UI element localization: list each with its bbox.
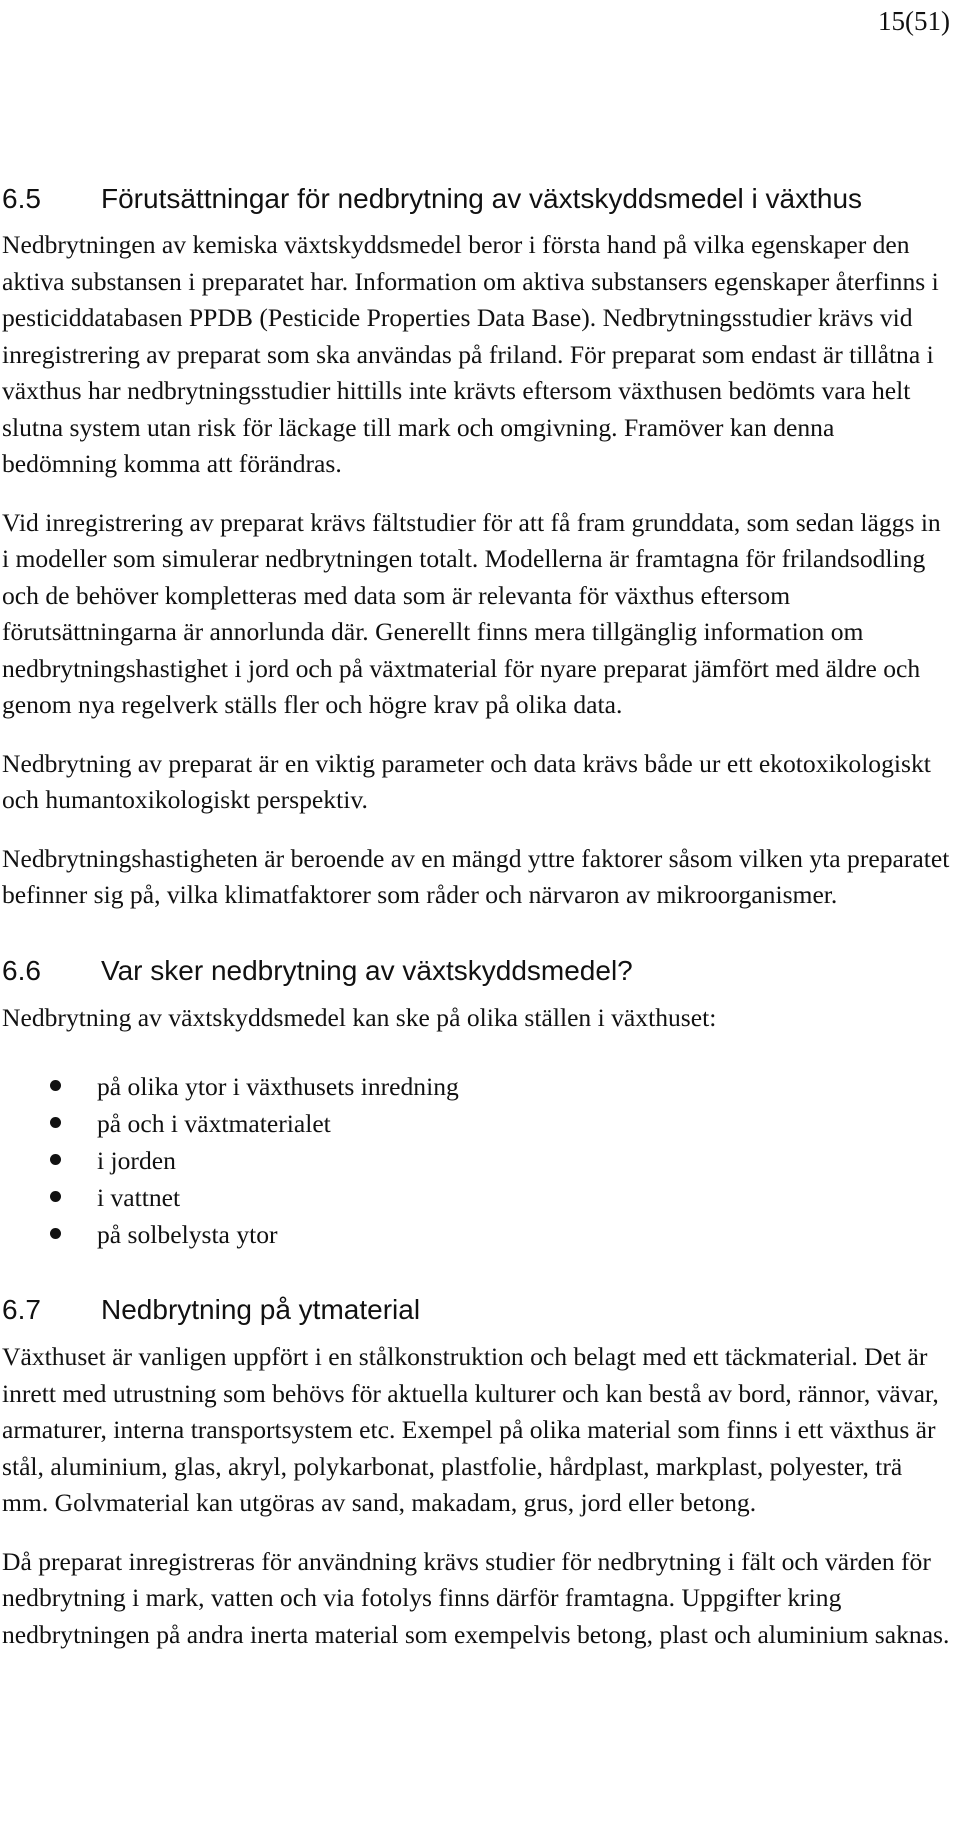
section-heading-6-6 [2,954,954,988]
section-title: Nedbrytning på ytmaterial [101,1294,421,1325]
bullet-icon [50,1117,61,1128]
bullet-icon [50,1191,61,1202]
list-item-text: på olika ytor i växthusets inredning [97,1072,459,1101]
section-number: 6.7 [2,1294,41,1325]
list-item [2,1216,954,1253]
page-number: 15(51) [878,6,950,36]
paragraph-6-5-4: Nedbrytningshastigheten är beroende av en mängd yttre faktorer såsom vilken yta preparatet befinner sig på, vilka klimatfaktorer som råder och närvaron av mikroorganismer. [2,843,950,909]
bullet-list [2,1068,954,1253]
list-item [2,1105,954,1142]
paragraph-6-7-1: Växthuset är vanligen uppfört i en stålkonstruktion och belagt med ett täckmaterial. Det är inrett med utrustning som behövs för aktuella kulturer och kan bestå av bord, rännor, vävar, armaturer, interna transportsystem etc. Exempel på olika material som finns i ett växthus är stål, aluminium, glas, akryl, polykarbonat, plastfolie, hårdplast, markplast, polyester, trä mm. Golvmaterial kan utgöras av sand, makadam, grus, jord eller betong. [2,1342,939,1517]
section-heading-6-5 [2,182,954,216]
bullet-icon [50,1154,61,1165]
section-title: Var sker nedbrytning av växtskyddsmedel? [101,954,633,986]
section-number: 6.6 [2,954,41,986]
paragraph-6-5-1: Nedbrytningen av kemiska växtskyddsmedel beror i första hand på vilka egenskaper den aktiva substansen i preparatet har. Information om aktiva substansers egenskaper återfinns i pesticiddatabasen PPDB (Pesticide Properties Data Base). Nedbrytningsstudier krävs vid inregistrering av preparat som ska användas på friland. För preparat som endast är tillåtna i växthus har nedbrytningsstudier hittills inte krävts eftersom växthusen bedömts vara helt slutna system utan risk för läckage till mark och omgivning. Framöver kan denna bedömning komma att förändras. [2,230,939,478]
bullet-icon [50,1228,61,1239]
list-item [2,1068,954,1105]
list-item-text: på och i växtmaterialet [97,1109,331,1138]
paragraph-6-5-2: Vid inregistrering av preparat krävs fältstudier för att få fram grunddata, som sedan läggs in i modeller som simulerar nedbrytningen totalt. Modellerna är framtagna för frilandsodling och de behöver kompletteras med data som är relevanta för växthus eftersom förutsättningarna är annorlunda där. Generellt finns mera tillgänglig information om nedbrytningshastighet i jord och på växtmaterial för nyare preparat jämfört med äldre och genom nya regelverk ställs fler och högre krav på olika data. [2,507,941,719]
list-item [2,1179,954,1216]
paragraph-6-5-3: Nedbrytning av preparat är en viktig parameter och data krävs både ur ett ekotoxikologiskt och humantoxikologiskt perspektiv. [2,748,931,814]
page-content [2,182,954,1653]
list-item-text: på solbelysta ytor [97,1220,278,1249]
list-item [2,1142,954,1179]
paragraph-6-7-2: Då preparat inregistreras för användning krävs studier för nedbrytning i fält och värden för nedbrytning i mark, vatten och via fotolys finns därför framtagna. Uppgifter kring nedbrytningen på andra inerta material som exempelvis betong, plast och aluminium saknas. [2,1546,950,1649]
list-item-text: i jorden [97,1146,176,1175]
list-item-text: i vattnet [97,1183,181,1212]
paragraph-6-6-intro: Nedbrytning av växtskyddsmedel kan ske på olika ställen i växthuset: [2,1002,717,1032]
section-number: 6.5 [2,183,41,214]
bullet-icon [50,1080,61,1091]
section-title: Förutsättningar för nedbrytning av växtskyddsmedel i växthus [101,183,863,214]
section-heading-6-7 [2,1293,954,1327]
